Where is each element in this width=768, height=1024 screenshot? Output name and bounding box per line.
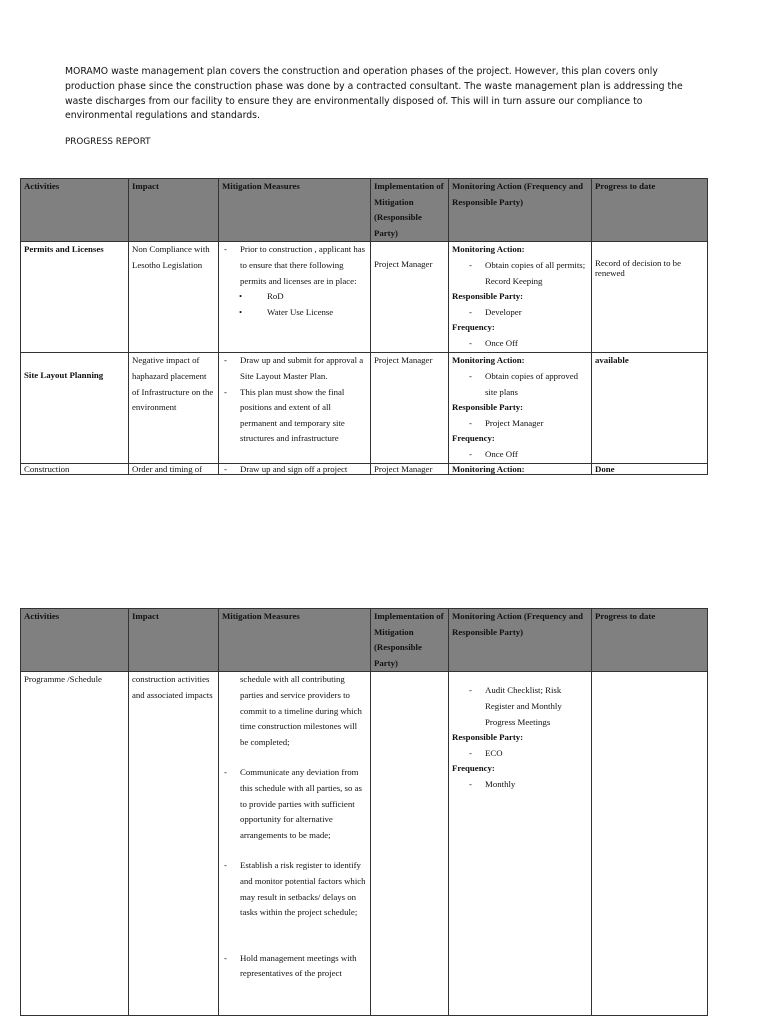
activity-cell: Permits and Licenses <box>21 242 129 353</box>
implementation-cell: Project Manager <box>371 353 449 464</box>
activity-cell: Construction <box>21 464 129 475</box>
progress-report-heading: PROGRESS REPORT <box>65 137 151 147</box>
activity-text: Site Layout Planning <box>24 370 104 381</box>
list-item: - Developer <box>452 305 588 321</box>
table-row <box>21 672 708 1016</box>
responsible-label: Responsible Party: <box>452 291 524 302</box>
mitigation-cell <box>219 242 371 353</box>
activity-cell: Programme /Schedule <box>21 672 129 1016</box>
list-item: - Monthly <box>452 777 588 793</box>
progress-table-1 <box>20 178 708 475</box>
table-row <box>21 353 708 464</box>
header-mitigation: Mitigation Measures <box>219 179 371 242</box>
header-activities: Activities <box>21 609 129 672</box>
list-item: - Communicate any deviation from this schedule with all parties, so as to provide parties with sufficient opportunity for alternative arrangements to be made; <box>222 765 367 843</box>
progress-cell: available <box>592 353 708 464</box>
frequency-label: Frequency: <box>452 322 495 333</box>
progress-cell <box>592 672 708 1016</box>
header-impact: Impact <box>129 179 219 242</box>
progress-cell: Done <box>592 464 708 475</box>
mitigation-continued: schedule with all contributing parties and service providers to commit to a timeline during which time construction milestones will be completed; <box>240 674 362 747</box>
monitoring-label: Monitoring Action: <box>452 244 525 255</box>
header-activities: Activities <box>21 179 129 242</box>
list-item: - ECO <box>452 746 588 762</box>
list-item: - Obtain copies of approved site plans <box>452 369 588 400</box>
list-item: - This plan must show the final positions and extent of all permanent and temporary site structures and infrastructure <box>222 385 367 447</box>
header-implementation: Implementation of Mitigation (Responsible Party) <box>371 609 449 672</box>
header-progress: Progress to date <box>592 179 708 242</box>
implementation-cell: Project Manager <box>371 464 449 475</box>
header-monitoring: Monitoring Action (Frequency and Responsible Party) <box>449 179 592 242</box>
table-row <box>21 242 708 353</box>
header-mitigation: Mitigation Measures <box>219 609 371 672</box>
mitigation-cell <box>219 353 371 464</box>
monitoring-cell: Monitoring Action: <box>449 464 592 475</box>
header-implementation: Implementation of Mitigation (Responsible Party) <box>371 179 449 242</box>
mitigation-cell <box>219 464 371 475</box>
list-item: - Audit Checklist; Risk Register and Monthly Progress Meetings <box>452 683 588 730</box>
impact-cell: Non Compliance with Lesotho Legislation <box>129 242 219 353</box>
list-item: - Draw up and sign off a project <box>222 464 367 474</box>
monitoring-cell <box>449 672 592 1016</box>
list-item: • RoD <box>222 289 367 305</box>
monitoring-cell <box>449 353 592 464</box>
header-monitoring: Monitoring Action (Frequency and Responsible Party) <box>449 609 592 672</box>
list-item: - Once Off <box>452 336 588 352</box>
list-item: - Draw up and submit for approval a Site Layout Master Plan. <box>222 353 367 384</box>
impact-cell: Negative impact of haphazard placement of Infrastructure on the environment <box>129 353 219 464</box>
progress-text: Record of decision to be renewed <box>595 258 681 279</box>
table-header-row <box>21 179 708 242</box>
header-progress: Progress to date <box>592 609 708 672</box>
list-item: - Prior to construction , applicant has to ensure that there following permits and licenses are in place: <box>222 242 367 289</box>
list-item: - Obtain copies of all permits; Record Keeping <box>452 258 588 289</box>
header-impact: Impact <box>129 609 219 672</box>
list-item: - Hold management meetings with representatives of the project <box>222 951 367 982</box>
frequency-label: Frequency: <box>452 763 495 774</box>
list-item: - Once Off <box>452 447 588 463</box>
responsible-label: Responsible Party: <box>452 732 524 743</box>
table-row <box>21 464 708 475</box>
mitigation-cell <box>219 672 371 1016</box>
list-item: - Establish a risk register to identify and monitor potential factors which may result in setbacks/ delays on tasks within the project schedule; <box>222 858 367 920</box>
activity-cell <box>21 353 129 464</box>
intro-paragraph: MORAMO waste management plan covers the construction and operation phases of the project. However, this plan covers only production phase since the construction phase was done by a contracted consultant. The waste management plan is addressing the waste discharges from our facility to ensure they are environmentally disposed of. This will in turn assure our compliance to environmental regulations and standards. <box>65 66 683 122</box>
impact-cell: Order and timing of <box>129 464 219 475</box>
responsible-label: Responsible Party: <box>452 402 524 413</box>
implementation-cell <box>371 242 449 353</box>
implementation-text: Project Manager <box>374 259 433 270</box>
monitoring-cell <box>449 242 592 353</box>
progress-table-2 <box>20 608 708 1016</box>
progress-cell <box>592 242 708 353</box>
frequency-label: Frequency: <box>452 433 495 444</box>
list-item: - Project Manager <box>452 416 588 432</box>
implementation-cell <box>371 672 449 1016</box>
list-item: • Water Use License <box>222 305 367 321</box>
monitoring-label: Monitoring Action: <box>452 355 525 366</box>
table-header-row <box>21 609 708 672</box>
impact-cell: construction activities and associated impacts <box>129 672 219 1016</box>
